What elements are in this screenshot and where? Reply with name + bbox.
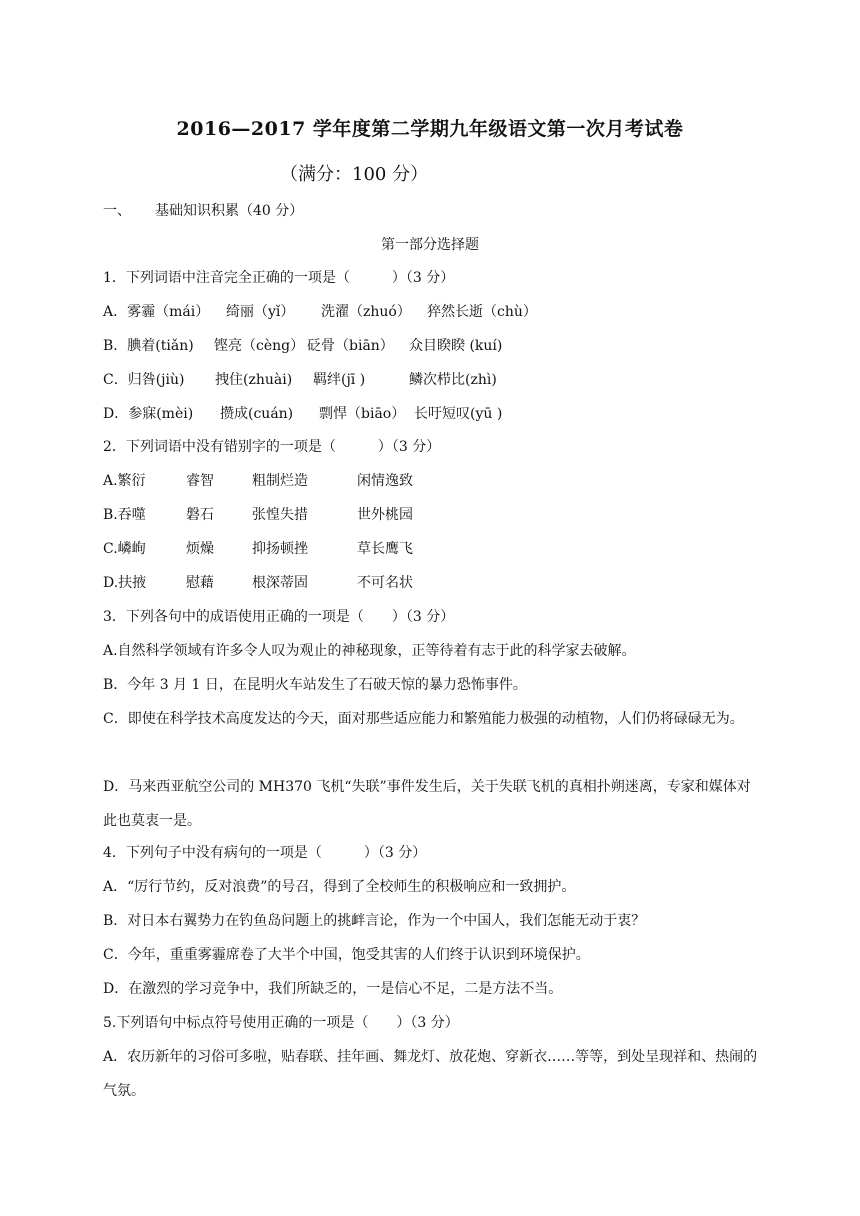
option-word: 鳞次栉比(zhì) xyxy=(409,372,497,388)
option-word: 睿智 xyxy=(186,473,214,489)
option-word: 攒成(cuán) xyxy=(220,406,294,422)
option-word: 众目睽睽 (kuí) xyxy=(409,338,503,354)
question-4-option-a: A．“厉行节约，反对浪费”的号召，得到了全校师生的积极响应和一致拥护。 xyxy=(103,879,576,895)
option-word: 铿亮（cèng） xyxy=(214,338,305,354)
option-word: 草长鹰飞 xyxy=(357,541,413,557)
exam-title: 2016—2017 学年度第二学期九年级语文第一次月考试卷 xyxy=(176,118,684,140)
question-1-option-c xyxy=(103,370,497,390)
question-2-option-c xyxy=(103,539,413,559)
section-label: 基础知识积累（40 分） xyxy=(155,203,304,219)
question-2-stem: 2．下列词语中没有错别字的一项是（ ）（3 分） xyxy=(103,439,441,455)
question-4-option-b: B．对日本右翼势力在钓鱼岛问题上的挑衅言论，作为一个中国人，我们怎能无动于衷？ xyxy=(103,913,646,929)
option-word: 粗制烂造 xyxy=(252,473,308,489)
question-2-option-d xyxy=(103,573,413,593)
option-word: 磐石 xyxy=(186,507,214,523)
question-5-stem: 5.下列语句中标点符号使用正确的一项是（ ）（3 分） xyxy=(103,1015,459,1031)
option-word: 世外桃园 xyxy=(357,507,413,523)
option-word: 根深蒂固 xyxy=(252,575,308,591)
option-word: 绮丽（yǐ） xyxy=(226,304,295,320)
question-3-option-b: B．今年 3 月 1 日，在昆明火车站发生了石破天惊的暴力恐怖事件。 xyxy=(103,677,527,693)
option-word: 拽住(zhuài) xyxy=(215,372,293,388)
question-1-option-a xyxy=(103,302,537,322)
question-1-option-b xyxy=(103,336,502,356)
option-word: 长吁短叹(yū ) xyxy=(414,406,503,422)
option-word: 抑扬顿挫 xyxy=(252,541,308,557)
option-word: A．雾霾（mái） xyxy=(103,304,210,320)
option-word: 砭骨（biān） xyxy=(307,338,394,354)
option-word: D.扶掖 xyxy=(103,575,147,591)
option-word: 张惶失措 xyxy=(252,507,308,523)
question-3-stem: 3．下列各句中的成语使用正确的一项是（ ）（3 分） xyxy=(103,609,455,625)
section-heading xyxy=(103,201,303,221)
option-word: 羁绊(jī ) xyxy=(313,372,366,388)
option-word: B.吞噬 xyxy=(103,507,146,523)
option-word: 猝然长逝（chù） xyxy=(427,304,537,320)
option-word: D．参寐(mèi) xyxy=(103,406,194,422)
question-1-option-d xyxy=(103,404,502,424)
question-4-option-d: D．在激烈的学习竞争中，我们所缺乏的，一是信心不足，二是方法不当。 xyxy=(103,981,563,997)
question-4-option-c: C．今年，重重雾霾席卷了大半个中国，饱受其害的人们终于认识到环境保护。 xyxy=(103,947,590,963)
option-word: 慰藉 xyxy=(186,575,214,591)
question-3-option-d: D．马来西亚航空公司的 MH370 飞机“失联”事件发生后，关于失联飞机的真相扑朔迷离，专家和媒体对此也莫衷一是。 xyxy=(103,779,751,829)
option-word: C．归咎(jiù) xyxy=(103,372,185,388)
section-number: 一、 xyxy=(103,203,131,219)
option-word: B．腆着(tiǎn) xyxy=(103,338,194,354)
question-5-option-a: A．农历新年的习俗可多啦，贴春联、挂年画、舞龙灯、放花炮、穿新衣……等等，到处呈现祥和、热闹的气氛。 xyxy=(103,1049,758,1099)
option-word: 不可名状 xyxy=(357,575,413,591)
option-word: 闲情逸致 xyxy=(357,473,413,489)
question-3-option-c: C．即使在科学技术高度发达的今天，面对那些适应能力和繁殖能力极强的动植物，人们仍将碌碌无为。 xyxy=(103,711,744,727)
question-1-stem: 1．下列词语中注音完全正确的一项是（ ）（3 分） xyxy=(103,270,455,286)
option-word: A.繁衍 xyxy=(103,473,146,489)
option-word: 剽悍（biāo） xyxy=(319,406,406,422)
option-word: 洗濯（zhuó） xyxy=(321,304,411,320)
part-heading: 第一部分选择题 xyxy=(381,237,479,253)
question-4-stem: 4．下列句子中没有病句的一项是（ ）（3 分） xyxy=(103,845,427,861)
question-2-option-a xyxy=(103,471,413,491)
question-2-option-b xyxy=(103,505,413,525)
option-word: 烦燥 xyxy=(186,541,214,557)
option-word: C.嶙峋 xyxy=(103,541,146,557)
exam-subtitle: （满分：100 分） xyxy=(280,164,429,185)
question-3-option-a: A.自然科学领域有许多令人叹为观止的神秘现象，正等待着有志于此的科学家去破解。 xyxy=(103,643,636,659)
